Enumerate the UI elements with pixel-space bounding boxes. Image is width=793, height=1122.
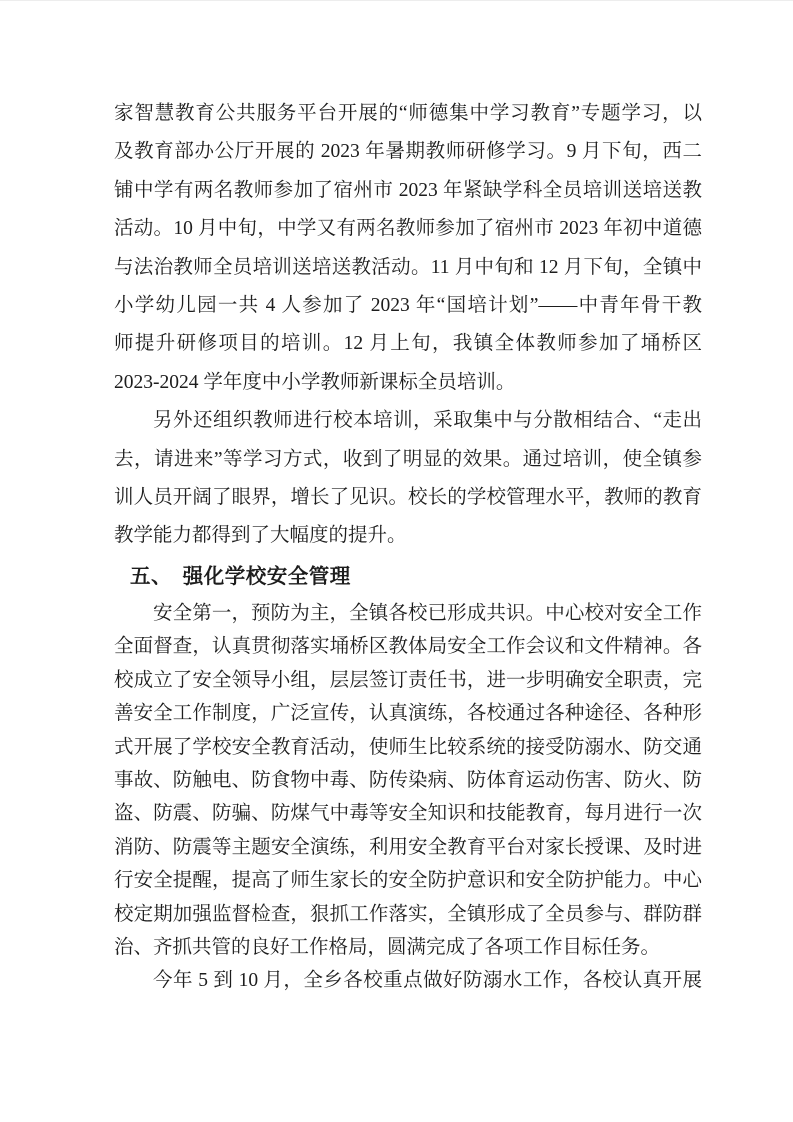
upper-text-section [114,95,702,556]
text-line: 行安全提醒，提高了师生家长的安全防护意识和安全防护能力。中心 [114,870,702,892]
paragraph-safety-management [114,597,702,964]
text-line: 教学能力都得到了大幅度的提升。 [114,525,407,547]
text-line: 师提升研修项目的培训。12 月上旬，我镇全体教师参加了埇桥区 [114,333,702,355]
text-line: 去，请进来”等学习方式，收到了明显的效果。通过培训，使全镇参 [114,448,702,470]
paragraph-training-continued [114,95,702,402]
text-line: 式开展了学校安全教育活动，使师生比较系统的接受防溺水、防交通 [114,736,702,758]
text-line: 2023-2024 学年度中小学教师新课标全员培训。 [114,371,516,393]
text-line: 训人员开阔了眼界，增长了见识。校长的学校管理水平，教师的教育 [114,487,702,509]
text-line: 治、齐抓共管的良好工作格局，圆满完成了各项工作目标任务。 [114,937,661,959]
section-heading-strengthen-school-safety [114,557,702,597]
text-line: 与法治教师全员培训送培送教活动。11 月中旬和 12 月下旬，全镇中 [114,256,702,278]
text-line: 盗、防震、防骗、防煤气中毒等安全知识和技能教育，每月进行一次 [114,803,702,825]
text-line: 校定期加强监督检查，狠抓工作落实，全镇形成了全员参与、群防群 [114,903,702,925]
text-line: 今年 5 到 10 月，全乡各校重点做好防溺水工作，各校认真开展 [153,970,702,992]
text-line: 全面督查，认真贯彻落实埇桥区教体局安全工作会议和文件精神。各 [114,636,702,658]
text-line: 另外还组织教师进行校本培训，采取集中与分散相结合、“走出 [153,410,702,432]
paragraph-school-based-training [114,402,702,556]
text-line: 安全第一，预防为主，全镇各校已形成共识。中心校对安全工作 [153,603,702,624]
text-line: 家智慧教育公共服务平台开展的“师德集中学习教育”专题学习，以 [114,103,702,124]
text-line: 铺中学有两名教师参加了宿州市 2023 年紧缺学科全员培训送培送教 [114,179,702,201]
text-line: 小学幼儿园一共 4 人参加了 2023 年“国培计划”——中青年骨干教 [114,295,702,317]
text-line: 活动。10 月中旬，中学又有两名教师参加了宿州市 2023 年初中道德 [114,218,702,240]
text-line: 消防、防震等主题安全演练，利用安全教育平台对家长授课、及时进 [114,836,702,858]
text-line: 善安全工作制度，广泛宣传，认真演练，各校通过各种途径、各种形 [114,703,702,725]
text-line: 事故、防触电、防食物中毒、防传染病、防体育运动伤害、防火、防 [114,770,702,792]
text-line: 及教育部办公厅开展的 2023 年暑期教师研修学习。9 月下旬，西二 [114,141,702,163]
heading-text: 五、 强化学校安全管理 [130,566,351,588]
lower-text-section [114,597,702,998]
paragraph-drowning-prevention [114,964,702,997]
text-line: 校成立了安全领导小组，层层签订责任书，进一步明确安全职责，完 [114,669,702,691]
